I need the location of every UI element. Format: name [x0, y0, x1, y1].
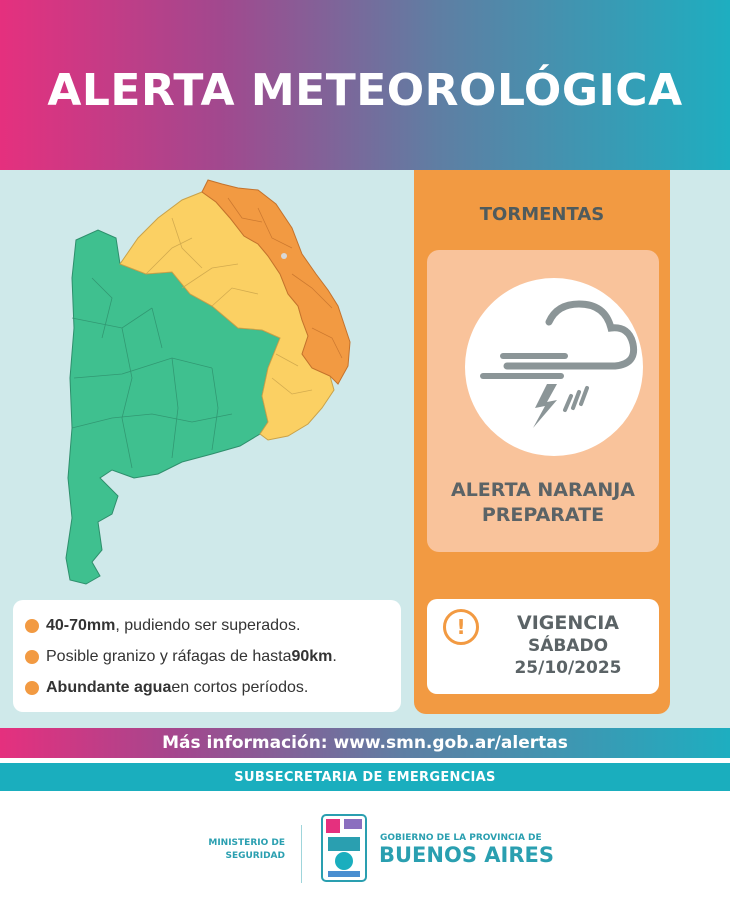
header-banner: [0, 0, 730, 170]
alert-level-name: ALERTA NARANJA: [451, 479, 635, 501]
alert-panel: [414, 170, 670, 714]
detail-row-hail: Posible granizo y ráfagas de hasta 90km .: [25, 641, 401, 672]
storm-cloud-icon: [465, 278, 643, 456]
details-box: [13, 600, 401, 712]
detail-row-rain: 40-70mm , pudiendo ser superados.: [25, 610, 401, 641]
gob-label-small: GOBIERNO DE LA PROVINCIA DE: [380, 833, 542, 843]
province-alert-map: [62, 178, 362, 588]
page-title: ALERTA METEOROLÓGICA: [47, 64, 683, 116]
more-info-link[interactable]: Más información: www.smn.gob.ar/alertas: [0, 728, 730, 758]
alert-level-action: PREPARATE: [481, 504, 605, 526]
province-seal-icon: [316, 811, 372, 885]
gob-label-big: BUENOS AIRES: [379, 843, 554, 867]
subsecretaria-bar: SUBSECRETARIA DE EMERGENCIAS: [0, 763, 730, 791]
bullet-dot-icon: [25, 681, 39, 695]
footer: [0, 791, 730, 913]
hazard-title: TORMENTAS: [479, 204, 605, 225]
detail-row-water: Abundante agua en cortos períodos.: [25, 672, 401, 703]
alert-card: [427, 250, 659, 552]
ministerio-logo: MINISTERIO DE SEGURIDAD: [208, 838, 285, 861]
alert-level: [427, 478, 659, 528]
vigencia-label: VIGENCIA: [517, 612, 619, 634]
exclamation-icon: !: [443, 609, 479, 645]
footer-divider: [301, 825, 302, 883]
bullet-dot-icon: [25, 650, 39, 664]
bullet-dot-icon: [25, 619, 39, 633]
vigencia-day: SÁBADO: [527, 636, 609, 656]
vigencia-date: 25/10/2025: [514, 658, 622, 678]
vigencia-card: [427, 599, 659, 694]
